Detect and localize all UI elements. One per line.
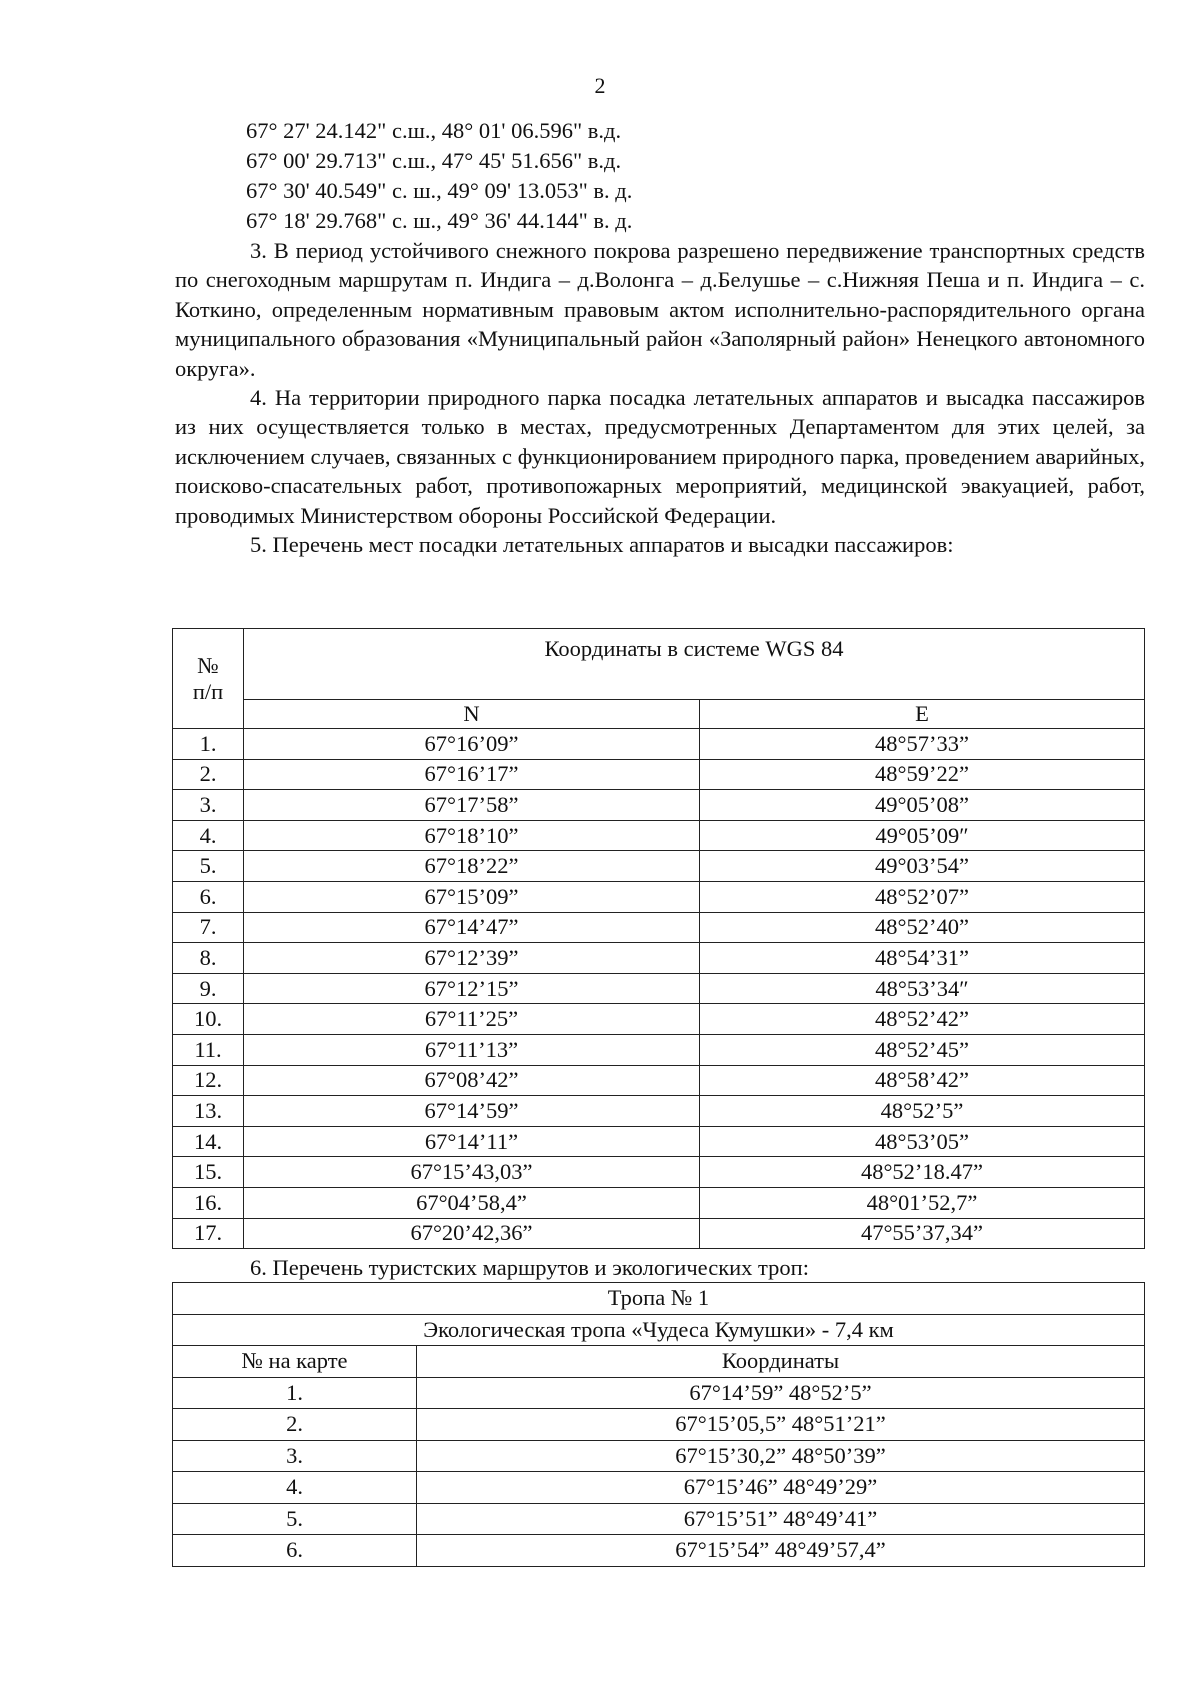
table-row	[173, 973, 1145, 1004]
row-number: 17.	[173, 1218, 244, 1249]
longitude-cell: 48°53’05”	[700, 1126, 1145, 1157]
table-row	[173, 1377, 1145, 1409]
table-row	[173, 1126, 1145, 1157]
row-number: 11.	[173, 1034, 244, 1065]
latitude-cell: 67°04’58,4”	[244, 1187, 700, 1218]
table-row	[173, 851, 1145, 882]
row-number: 7.	[173, 912, 244, 943]
table-row	[173, 729, 1145, 760]
latitude-cell: 67°14’47”	[244, 912, 700, 943]
trail-title: Тропа № 1	[173, 1283, 1145, 1315]
latitude-cell: 67°18’22”	[244, 851, 700, 882]
coordinates-cell: 67°15’54” 48°49’57,4”	[417, 1535, 1145, 1567]
table-row	[173, 1218, 1145, 1249]
row-number: 8.	[173, 943, 244, 974]
latitude-cell: 67°18’10”	[244, 820, 700, 851]
longitude-cell: 48°52’07”	[700, 881, 1145, 912]
row-number: 15.	[173, 1157, 244, 1188]
map-number-cell: 4.	[173, 1472, 417, 1504]
map-number-cell: 2.	[173, 1409, 417, 1441]
latitude-cell: 67°20’42,36”	[244, 1218, 700, 1249]
latitude-cell: 67°11’25”	[244, 1004, 700, 1035]
latitude-cell: 67°15’43,03”	[244, 1157, 700, 1188]
table-row	[173, 1096, 1145, 1127]
coordinates-cell: 67°15’30,2” 48°50’39”	[417, 1440, 1145, 1472]
table-row	[173, 790, 1145, 821]
row-number: 4.	[173, 820, 244, 851]
paragraph-4: 4. На территории природного парка посадка летательных аппаратов и высадка пассажиров из них осуществляется только в местах, предусмотренных Департаментом для этих целей, за исключением случаев, связанных с функционированием природного парка, проведением аварийных, поисково-спасательных работ, противопожарных мероприятий, медицинской эвакуацией, работ, проводимых Министерством обороны Российской Федерации.	[175, 385, 1145, 528]
row-number: 13.	[173, 1096, 244, 1127]
row-number: 10.	[173, 1004, 244, 1035]
row-number: 14.	[173, 1126, 244, 1157]
latitude-cell: 67°12’15”	[244, 973, 700, 1004]
table-row	[173, 759, 1145, 790]
longitude-cell: 48°59’22”	[700, 759, 1145, 790]
row-number: 9.	[173, 973, 244, 1004]
table-row	[173, 1034, 1145, 1065]
map-number-cell: 1.	[173, 1377, 417, 1409]
row-number: 1.	[173, 729, 244, 760]
latitude-cell: 67°14’11”	[244, 1126, 700, 1157]
table-header-coordinate-system: Координаты в системе WGS 84	[244, 629, 1145, 700]
table-row	[173, 881, 1145, 912]
document-body	[175, 236, 1145, 559]
latitude-cell: 67°15’09”	[244, 881, 700, 912]
paragraph-6: 6. Перечень туристских маршрутов и экологических троп:	[250, 1255, 809, 1280]
longitude-cell: 49°05’09″	[700, 820, 1145, 851]
coordinate-line: 67° 27' 24.142" с.ш., 48° 01' 06.596" в.д.	[246, 118, 622, 143]
latitude-cell: 67°12’39”	[244, 943, 700, 974]
map-number-cell: 3.	[173, 1440, 417, 1472]
boundary-coordinates-list	[246, 116, 946, 236]
longitude-cell: 48°52’18.47”	[700, 1157, 1145, 1188]
table-header-n: N	[244, 700, 700, 729]
paragraph-3: 3. В период устойчивого снежного покрова разрешено передвижение транспортных средств по снегоходным маршрутам п. Индига – д.Волонга – д.Белушье – с.Нижняя Пеша и п. Индига – с. Коткино, определенным нормативным правовым актом исполнительно-распорядительного органа муниципального образования «Муниципальный район «Заполярный район» Ненецкого автономного округа».	[175, 238, 1145, 381]
coordinates-cell: 67°14’59” 48°52’5”	[417, 1377, 1145, 1409]
table-header-coordinates: Координаты	[417, 1346, 1145, 1378]
longitude-cell: 48°01’52,7”	[700, 1187, 1145, 1218]
table-row	[173, 912, 1145, 943]
table-row	[173, 1004, 1145, 1035]
table-row	[173, 1187, 1145, 1218]
table-header-e: E	[700, 700, 1145, 729]
latitude-cell: 67°16’09”	[244, 729, 700, 760]
map-number-cell: 5.	[173, 1503, 417, 1535]
latitude-cell: 67°14’59”	[244, 1096, 700, 1127]
row-number: 2.	[173, 759, 244, 790]
longitude-cell: 48°57’33”	[700, 729, 1145, 760]
paragraph-5: 5. Перечень мест посадки летательных аппаратов и высадки пассажиров:	[250, 532, 954, 558]
longitude-cell: 48°53’34″	[700, 973, 1145, 1004]
row-number: 6.	[173, 881, 244, 912]
table-row	[173, 1157, 1145, 1188]
table-row	[173, 1472, 1145, 1504]
row-number: 3.	[173, 790, 244, 821]
coordinate-line: 67° 30' 40.549" с. ш., 49° 09' 13.053" в. д.	[246, 178, 633, 203]
latitude-cell: 67°08’42”	[244, 1065, 700, 1096]
longitude-cell: 48°52’42”	[700, 1004, 1145, 1035]
map-number-cell: 6.	[173, 1535, 417, 1567]
table-row	[173, 1440, 1145, 1472]
coordinates-cell: 67°15’46” 48°49’29”	[417, 1472, 1145, 1504]
trail-table	[172, 1282, 1145, 1567]
longitude-cell: 48°52’45”	[700, 1034, 1145, 1065]
table-row	[173, 1065, 1145, 1096]
latitude-cell: 67°17’58”	[244, 790, 700, 821]
longitude-cell: 48°54’31”	[700, 943, 1145, 974]
table-row	[173, 1409, 1145, 1441]
landing-sites-table	[172, 628, 1145, 1249]
coordinates-cell: 67°15’51” 48°49’41”	[417, 1503, 1145, 1535]
longitude-cell: 48°52’5”	[700, 1096, 1145, 1127]
table-row	[173, 820, 1145, 851]
table-row	[173, 1503, 1145, 1535]
table-row	[173, 1535, 1145, 1567]
coordinate-line: 67° 00' 29.713" с.ш., 47° 45' 51.656" в.д.	[246, 148, 622, 173]
longitude-cell: 48°58’42”	[700, 1065, 1145, 1096]
coordinates-cell: 67°15’05,5” 48°51’21”	[417, 1409, 1145, 1441]
longitude-cell: 47°55’37,34”	[700, 1218, 1145, 1249]
latitude-cell: 67°11’13”	[244, 1034, 700, 1065]
row-number: 12.	[173, 1065, 244, 1096]
row-number: 16.	[173, 1187, 244, 1218]
table-row	[173, 943, 1145, 974]
table-header-map-number: № на карте	[173, 1346, 417, 1378]
longitude-cell: 48°52’40”	[700, 912, 1145, 943]
row-number: 5.	[173, 851, 244, 882]
coordinate-line: 67° 18' 29.768" с. ш., 49° 36' 44.144" в. д.	[246, 208, 633, 233]
page-number: 2	[594, 73, 606, 98]
table-header-number: № п/п	[173, 629, 244, 729]
latitude-cell: 67°16’17”	[244, 759, 700, 790]
trail-name: Экологическая тропа «Чудеса Кумушки» - 7,4 км	[173, 1314, 1145, 1346]
longitude-cell: 49°05’08”	[700, 790, 1145, 821]
longitude-cell: 49°03’54”	[700, 851, 1145, 882]
